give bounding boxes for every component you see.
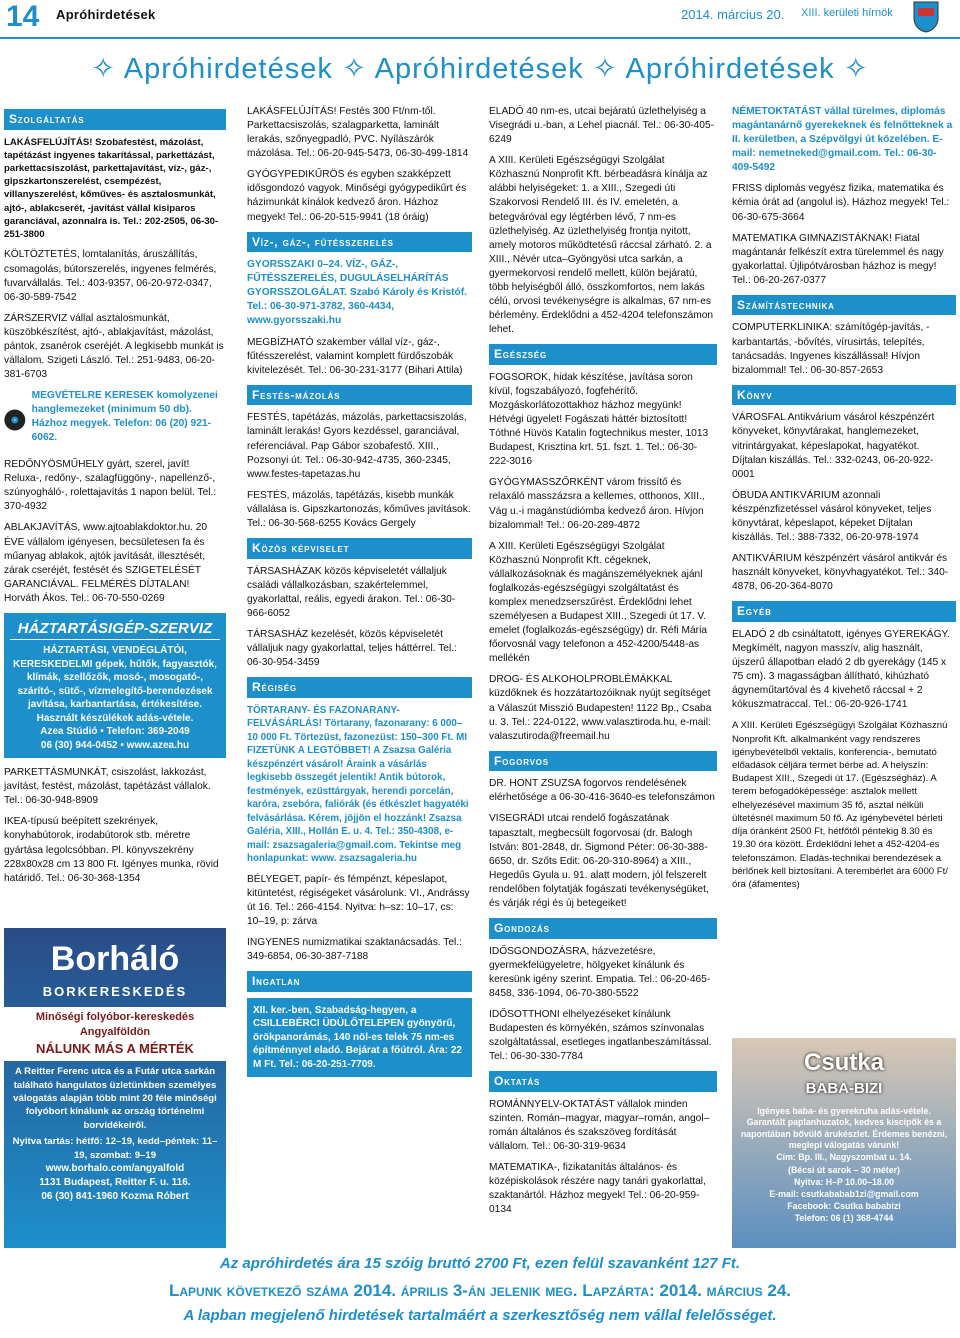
ad-drog: DROG- ÉS ALKOHOLPROBLÉMÁKKAL küzdőknek és hozzátartozóiknak nyújt segítséget a Válaszút Misszió Budapesten! 1122 Bp., Csaba u. 3. Tel.: 224-0122, www.valasztiroda.hu, e-mail: valaszutiroda@freemail.hu — [489, 674, 712, 742]
ad-haztartasigep-box — [4, 613, 226, 758]
borhalo-text: A Reitter Ferenc utca és a Futár utca sarkán található hangulatos üzletünkben személyes válogatás alapján több mint 20 féle minőségi folyóbort kínálunk az ország történelmi borvidékeiről. — [13, 1066, 217, 1131]
heading-viz-gaz: Víz-, gáz-, fűtésszerelés — [247, 232, 472, 253]
ad-vegyesz: FRISS diplomás vegyész fizika, matematika és kémia órát ad (angolul is). Házhoz megyek! Tel.: 06-30-675-3664 — [732, 183, 950, 223]
ad-tarsashaz: TÁRSASHÁZ kezelését, közös képviseletét vállaljuk nagy gyakorlattal, teljes háttérrel. Tel.: 06-30-954-3459 — [247, 628, 457, 668]
csutka-sub: BABA-BIZI — [805, 1080, 883, 1098]
paper-name: XIII. kerületi hírnök — [801, 7, 893, 19]
coat-of-arms-icon — [912, 0, 940, 34]
borhalo-line-2: Angyalföldön — [79, 1026, 151, 1039]
heading-fogorvos: Fogorvos — [489, 751, 717, 772]
footer-disclaimer: A lapban megjelenő hirdetések tartalmáért a szerkesztőség nem vállal felelősséget. — [183, 1307, 777, 1325]
ad-gyogymasszor: GYÓGYMASSZŐRKÉNT várom frissítő és relaxáló masszázsra a kellemes, otthonos, XIII., Vág u.-i magánstúdiómba kedvező áron. Hívjon bizalommal! Tel.: 06-20-289-4872 — [489, 477, 705, 531]
banner-title: ✧ Apróhirdetések ✧ Apróhirdetések ✧ Apróhirdetések ✧ — [91, 52, 869, 85]
csutka-addr-2: (Bécsi út sarok – 30 méter) — [788, 1164, 900, 1175]
ad-idosotthon: IDŐSOTTHONI elhelyezéseket kínálunk Budapesten és környékén, számos színvonalas szolgáltatással, esetleges ingatlanbeszámítással. Tel.: 06-30-330-7784 — [489, 1008, 712, 1063]
csutka-mail: E-mail: csutkababab1zi@gmail.com — [769, 1188, 919, 1199]
ad-obuda-antik: ÓBUDA ANTIKVÁRIUM azonnali készpénzfizetéssel vásárol könyveket, teljes könyvtárat, képeslapot, képeket Díjtalan kiszállás. Tel.: 388-7332, 06-20-978-1974 — [732, 489, 932, 543]
ad-numizmatika: INGYENES numizmatikai szaktanácsadás. Tel.: 349-6854, 06-30-387-7188 — [247, 937, 462, 963]
ad-fogsorok: FOGSOROK, hidak készítése, javítása soron kívül, fogszabályozó, fogfehérítő. Mozgáskorlátozottakhoz házhoz megyünk! Hétvégi ügyelet! Fogászati háttér biztosított! Tóthné Hüvös Katalin fogtechnikus mester, 1013 Budapest, Krisztina krt. 51. fszt. 1. Tel.: 06-30-222-3016 — [489, 371, 709, 468]
ad-koltoztetes: KÖLTÖZTETÉS, lomtalanítás, áruszállítás, csomagolás, bútorszerelés, ingyenes felmérés, fuvarvállalás. Tel.: 403-9357, 06-20-972-0347, 06-30-589-7542 — [4, 249, 217, 303]
borhalo-logo: Borháló — [50, 940, 180, 978]
ad-lakasfelujitas-2: LAKÁSFELÚJÍTÁS! Festés 300 Ft/nm-től. Parkettacsiszolás, szalagparketta, laminált lerakás, szőnyegpadló, PVC. Nyílászárók mázolása. Tel.: 06-20-945-5473, 06-30-499-1814 — [247, 106, 469, 160]
heading-szamitastechnika: Számítástechnika — [732, 295, 956, 316]
ad-hont: DR. HONT ZSUZSA fogorvos rendelésének elérhetősége a 06-30-416-3640-es telefonszámon — [489, 778, 715, 804]
box-contact: Azea Stúdió • Telefon: 369-2049 — [40, 726, 190, 738]
ad-lakasfelujitas: LAKÁSFELÚJÍTÁS! Szobafestést, mázolást, tapétázást ingyenes takarítással, parkettázást, parkettacsiszolást, parkettajavítást, víz-, gáz-, gipszkartonszerelést, csempézést, villanyszerelést, kőműves- és asztalosmunkát, ajtó-, ablakcserét, -javítást vállal kisiparos garanciával, azonnalra is. Tel.: 202-2505, 06-30-251-3800 — [4, 136, 219, 241]
ad-festes-pap: FESTÉS, tapétázás, mázolás, parkettacsiszolás, laminált lerakás! Gyors kezdéssel, garanciával, referenciával. Pap Gábor szobafestő. XIII., Pozsonyi út. Tel.: 06-30-942-4735, 360-2345, www.festes-tapetazas.hu — [247, 412, 467, 480]
column-4 — [732, 105, 956, 898]
borhalo-line-3: NÁLUNK MÁS A MÉRTÉK — [36, 1041, 194, 1057]
ad-matematika: MATEMATIKA-, fizikatanítás általános- és középiskolások részére nagy tanári gyakorlattal, szaktanártól. Házhoz megyek! Tel.: 06-20-959-0134 — [489, 1162, 706, 1216]
borhalo-line-1: Minőségi folyóbor-kereskedés — [35, 1010, 195, 1023]
ad-hanglemez-text: MEGVÉTELRE KERESEK komolyzenei hanglemezeket (minimum 50 db). Házhoz megyek. Telefon: 06 (20) 921-6062. — [31, 390, 218, 444]
box-text: HÁZTARTÁSI, VENDÉGLÁTÓI, KERESKEDELMI gépek, hűtők, fagyasztók, klímák, szellőzők, mosó-, mosogató-, szárító-, sütő-, vízmelegítő-berendezések javítása, karbantartása, értékesítése. Használt készülékek adás-vétele. — [13, 645, 217, 724]
ad-antikvarium: ANTIKVÁRIUM készpénzért vásárol antikvár és használt könyveket, könyvhagyatékot. Tel.: 340-4878, 06-20-364-8070 — [732, 553, 949, 593]
borhalo-addr: 1131 Budapest, Reitter F. u. 116. — [39, 1177, 191, 1189]
ad-zarszerviz: ZÁRSZERVIZ vállal asztalosmunkát, küszöbkészítést, ajtó-, ablakjavítást, mázolást, pántok, zsanérok cseréjét. A legkisebb munkát is vállalom. Szigeti László. Tel.: 251-9483, 06-20-381-6703 — [4, 312, 224, 381]
footer-price: Az apróhirdetés ára 15 szóig bruttó 2700 Ft, ezen felül szavanként 127 Ft. — [219, 1255, 741, 1272]
issue-date: 2014. március 20. — [681, 7, 785, 22]
borhalo-web: www.borhalo.com/angyalfold — [45, 1163, 185, 1175]
heading-egeszseg: Egészség — [489, 344, 717, 365]
heading-ingatlan: Ingatlan — [247, 971, 472, 992]
ad-kerulet-foglalkozas: A XIII. Kerületi Egészségügyi Szolgálat Közhasznú Nonprofit Kft. cégeknek, vállalkozásoknak és magánszemélyeknek ajánl foglalkozás-egészségügyi szolgáltatást és komplex menedzserszűrést. Érdeklődni lehet személyesen a Budapest XIII., Szegedi út 17. V. emelet (foglalkozás-egészségügy) dr. Réfi Mária főorvosnál vagy telefonon a 452-4200/5448-as mellékén — [489, 540, 707, 665]
ad-hanglemez — [4, 389, 226, 451]
csutka-title: Csutka — [803, 1049, 885, 1076]
ad-tarsashazak: TÁRSASHÁZAK közös képviseletét vállaljuk családi vállalkozásban, szakértelemmel, gyakorlattal, reális, egyedi árakon. Tel.: 06-30-966-6052 — [247, 565, 456, 619]
ad-varosfal: VÁROSFAL Antikvárium vásárol készpénzért könyveket, könyvtárakat, hanglemezeket, vitrintárgyakat, képeslapokat, hagyatékot. Díjtalan kiszállás. Tel.: 332-0243, 06-20-922-0001 — [732, 412, 935, 480]
header-rule — [0, 37, 960, 39]
footer — [0, 1250, 960, 1338]
ad-borhalo — [4, 928, 226, 1248]
heading-konyv: Könyv — [732, 385, 956, 406]
heading-kozos-kepviselet: Közös képviselet — [247, 538, 472, 559]
page-header — [0, 0, 960, 34]
vinyl-record-icon — [4, 389, 26, 451]
borhalo-tel: 06 (30) 841-1960 Kozma Róbert — [41, 1191, 189, 1203]
box-title: HÁZTARTÁSIGÉP-SZERVIZ — [10, 619, 220, 640]
ad-nemet: NÉMETOKTATÁST vállal türelmes, diplomás magántanárnő gyerekeknek és felnőtteknek a II. kerületben, a Szépvölgyi út közelében. E-mail: nemetneked@gmail.com. Tel.: 06-30-409-5492 — [732, 106, 953, 174]
heading-regiseg: Régiség — [247, 677, 472, 698]
ad-csilleberc: XII. ker.-ben, Szabadság-hegyen, a CSILLEBÉRCI ÜDÜLŐTELEPEN gyönyörű, örökpanorámás, 140 nöl-es telek 75 nm-es építménnyel eladó. Bejárat a főútról. Ára: 22 M Ft. Tel.: 06-20-251-7709. — [247, 998, 472, 1078]
ad-roman: ROMÁNNYELV-OKTATÁST vállalok minden szinten. Román–magyar, magyar–román, angol–román általános és szakszöveg fordítását vállalom. Tel.: 06-30-319-9634 — [489, 1098, 710, 1152]
csutka-hours: Nyitva: H–P 10.00–18.00 — [793, 1176, 895, 1187]
ad-gyorsszaki: GYORSSZAKI 0–24. VÍZ-, GÁZ-, FŰTÉSSZERELÉS, DUGULÁSELHÁRÍTÁS GYORSSZOLGÁLAT. Szabó Károly és Kristóf. Tel.: 06-30-971-3782, 360-4434, www.gyorsszaki.hu — [247, 259, 468, 327]
ad-terem: A XIII. Kerületi Egészségügyi Szolgálat Közhasznú Nonprofit Kft. alkalmanként vagy rendszeres igénybevételből vektalis, konferencia-, bemutató előadások céljára termet bérbe ad. A helyszín: Budapest XIII., Szegedi út 17. (Egészségház). A terem befogadóképessége: asztalok mellett elhelyezésével maximum 35 fő, asztal nélküli ültetésnél maximum 50 fő. Az igénybevétel bérleti díja óránként 2500 Ft, hétfőtől péntekig 8.30 és 19.30 óra között. Érdeklődni lehet a 452-4204-es telefonszámon. Eladás-technikai berendezések a bérlőnek kell biztosítani. A terembérlet ára 6000 Ft/óra (áfamentes) — [732, 720, 948, 891]
ad-gyogypedikuros: GYÓGYPEDIKŰRÖS és egyben szakképzett idősgondozó vagyok. Minőségi gyógypedikűrt és házimunkát kínálok kedvező áron. Házhoz megyek! Tel.: 06-20-515-9941 (18 óráig) — [247, 169, 467, 223]
section-title: Apróhirdetések — [56, 7, 156, 22]
ad-kerulet-helyiseg: A XIII. Kerületi Egészségügyi Szolgálat Közhasznú Nonprofit Kft. bérbeadásra kínálja az alábbi helyiségeket: 1. a XIII., Szegedi úti Szakorvosi Rendelő III. és IV. emeletén, a betegváróval egy légtérben lévő, 7 nm-es üzlethelyiség. Az üzlethelyiség frontja nyitott, amely motoros működtetésű ráccsal zárható. 2. a XIII., Névér utca–Gyöngyösi utca sarkán, a gyermekorvosi rendelő mellett, külön bejáratú, több helyiségből álló, összkomfortos, nem lakás célú, orvosi tevékenységre is alkalmas, 67 nm-es bérlemény. Érdeklődni a 452-4204 telefonszámon lehet. — [489, 155, 714, 336]
ad-computerklinika: COMPUTERKLINIKA: számítógép-javítás, -karbantartás, -bővítés, vírusirtás, telepítés, tanácsadás. Ingyenes kiszállással! Hívjon bizalommal! Tel.: 06-30-857-2653 — [732, 322, 930, 376]
ad-idosgondozas: IDŐSGONDOZÁSRA, házvezetésre, gyermekfelügyeletre, hölgyeket kínálunk és keresünk igény szerint. Empatia. Tel.: 06-20-465-8458, 336-1094, 06-70-380-5522 — [489, 945, 711, 999]
heading-szolgaltatas: Szolgáltatás — [4, 109, 226, 130]
ad-belyeg: BÉLYEGET, papír- és fémpénzt, képeslapot, kitüntetést, régiségeket vásárolunk. VI., Andrássy út 16. Tel.: 266-4154. Nyitva: h–sz: 10–17, cs: 10–19, p: zárva — [247, 873, 470, 928]
csutka-fb: Facebook: Csutka bababizi — [787, 1200, 901, 1211]
ad-ablakjavitas: ABLAKJAVÍTÁS, www.ajtoablakdoktor.hu. 20 ÉVE vállalom igényesen, becsületesen fa és műanyag ablakok, ajtók javítását, illesztését, zárak cseréjét, festését és SZIGETELÉSÉT GARANCIÁVAL. FELMÉRÉS DÍJTALAN! Horváth Ákos. Tel.: 06-70-550-0269 — [4, 522, 208, 604]
heading-oktatas: Oktatás — [489, 1071, 717, 1092]
ad-zsazsa: TÖRTARANY- ÉS FAZONARANY-FELVÁSÁRLÁS! Törtarany, fazonarany: 6 000–10 000 Ft. Törtezüst, fazonezüst: 150–300 Ft. MI FIZETÜNK A LEGTÖBBET! A Zsazsa Galéria készpénzért vásárol! Áraink a vásárlás legkisebb összegét jelentik! Antik bútorok, festmények, ezüsttárgyak, herendi porcelán, karóra, zsebóra, faliórák (és étkészlet hagyatéki felvásárlása. Kérem, jöjjön el hozzánk! Zsazsa Galéria, XIII., Hollán E. u. 4. Tel.: 350-4308, e-mail: zsazsagaleria@gmail.com. Tekintse meg honlapunkat: www. zsazsagaleria.hu — [247, 704, 469, 865]
column-1 — [4, 105, 226, 893]
column-3 — [489, 105, 717, 1224]
heading-gondozas: Gondozás — [489, 918, 717, 939]
borhalo-sub: BORKERESKEDÉS — [42, 983, 188, 999]
borhalo-hours: Nyitva tartás: hétfő: 12–19, kedd–péntek: 11–19, szombat: 9–19 — [12, 1136, 218, 1161]
ad-matek-gimn: MATEMATIKA GIMNAZISTÁKNAK! Fiatal magántanár felkészít extra türelemmel és nagy gyakorlattal. Újlipótvárosban házhoz is megy! Tel.: 06-20-267-0377 — [732, 232, 944, 286]
ad-elado-uzlet: ELADÓ 40 nm-es, utcai bejáratú üzlethelyiség a Visegrádi u.-ban, a Lehel piacnál. Tel.: 06-30-405-6249 — [489, 106, 715, 146]
ad-redonyos: REDŐNYÖSMŰHELY gyárt, szerel, javít! Reluxa-, redőny-, szalagfüggöny-, napellenző-, szúnyogháló-, rolettajavítás 1 napon belül. Tel.: 370-4932 — [4, 459, 217, 513]
ad-festes-kovacs: FESTÉS, mázolás, tapétázás, kisebb munkák vállalása is. Gipszkartonozás, kőműves javítások. Tel.: 06-30-568-6255 Kovács Gergely — [247, 489, 471, 529]
ad-gyerekagy: ELADÓ 2 db csináltatott, igényes GYEREKÁGY. Megkímélt, nagyon masszív, alig használt, újszerű állapotban eladó 2 db gyerekágy (145 x 75 cm). 3 magasságban állítható, kihúzható ágyneműtartóval és 4 kivehető ráccsal + 2 kókuszmatraccal. Tel.: 06-20-926-1741 — [732, 628, 950, 711]
ad-parkettas: PARKETTÁSMUNKÁT, csiszolást, lakkozást, javítást, festést, mázolást, tapétázást vállalok. Tel.: 06-30-948-8909 — [4, 767, 211, 807]
footer-next-issue: Lapunk következő száma 2014. április 3-án jelenik meg. Lapzárta: 2014. március 24. — [168, 1280, 792, 1300]
csutka-text: Igényes baba- és gyerekruha adás-vétele. Garantált paplanhuzatok, kedves kiscipők és a napontában bővülő árukészlet. Érdemes benézni, meglepi válogatás várunk! — [740, 1105, 948, 1151]
page-number: 14 — [6, 0, 40, 33]
ad-ikea: IKEA-típusú beépített szekrények, konyhabútorok, irodabútorok stb. méretre gyártása legolcsóbban. Pl. könyvszekrény 228x80x28 cm 13 800 Ft. Igényes munka, rövid határidő. Tel.: 06-30-368-1354 — [4, 816, 219, 884]
csutka-tel: Telefon: 06 (1) 368-4744 — [794, 1213, 894, 1224]
heading-festes: Festés-mázolás — [247, 385, 472, 406]
column-2 — [247, 105, 472, 1077]
ad-megbizhato: MEGBÍZHATÓ szakember vállal víz-, gáz-, fűtésszerelést, valamint komplett fürdőszobák kivitelezését. Tel.: 06-30-231-3177 (Bihari Attila) — [247, 336, 463, 376]
ad-visegradi: VISEGRÁDI utcai rendelő fogászatának tapasztalt, megbecsült fogorvosai (dr. Balogh István: 801-2848, dr. Sigmond Péter: 06-30-388-6650, dr. Szőts Edit: 06-20-310-8964) a XIII., Hegedűs Gyula u. 91. alatt modern, jól felszerelt rendelőben folytatják fogászati tevékenységüket, és várják régi és új betegeiket! — [489, 813, 709, 909]
csutka-addr: Cím: Bp. III., Nagyszombat u. 14. — [776, 1152, 912, 1163]
ad-csutka — [732, 1038, 956, 1248]
heading-egyeb: Egyéb — [732, 601, 956, 622]
box-contact-2: 06 (30) 944-0452 • www.azea.hu — [40, 739, 190, 751]
